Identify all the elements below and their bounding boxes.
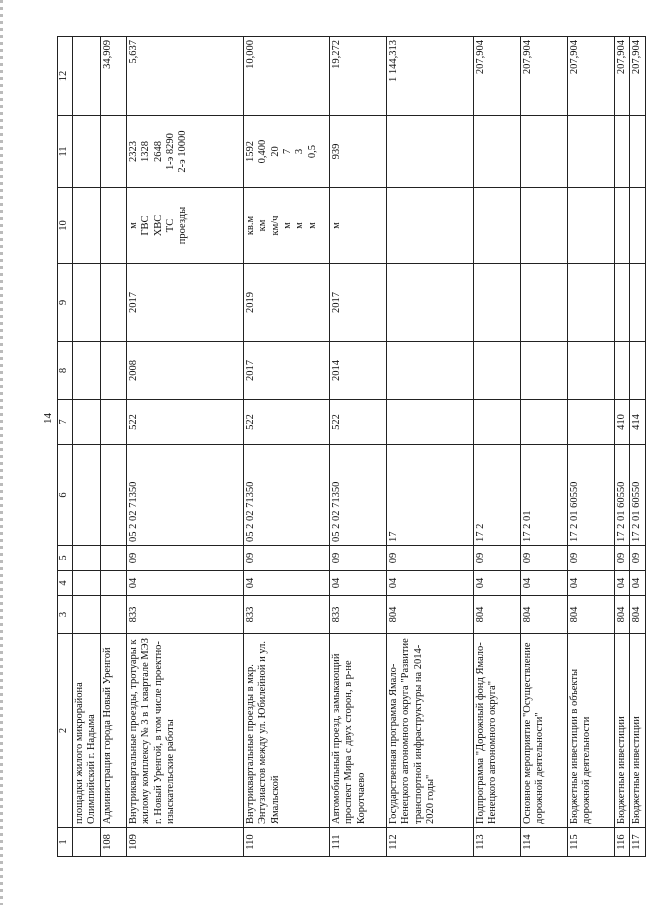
cell-col-4: 04 bbox=[567, 571, 614, 596]
cell-col-12: 207,904 bbox=[520, 37, 567, 116]
cell-col-12: 19,272 bbox=[329, 37, 386, 116]
cell-col-1: 110 bbox=[243, 828, 329, 857]
cell-col-5: 09 bbox=[614, 546, 629, 571]
cell-col-9: 2019 bbox=[243, 264, 329, 342]
cell-col-2: Основное мероприятие "Осуществление дорожной деятельности" bbox=[520, 634, 567, 828]
table-row bbox=[630, 37, 645, 857]
cell-col-8: 2014 bbox=[329, 342, 386, 400]
cell-col-9 bbox=[73, 264, 101, 342]
cell-col-3: 833 bbox=[329, 596, 386, 634]
cell-col-10: кв.м км км/ч м м м bbox=[243, 188, 329, 264]
cell-col-10: м ГВС ХВС ТС проезды bbox=[126, 188, 243, 264]
cell-col-3: 804 bbox=[520, 596, 567, 634]
budget-table bbox=[57, 36, 646, 857]
cell-col-9 bbox=[630, 264, 645, 342]
cell-col-10 bbox=[73, 188, 101, 264]
cell-col-10 bbox=[630, 188, 645, 264]
cell-col-3: 804 bbox=[473, 596, 520, 634]
cell-col-2: Внутриквартальные проезды, тротуары к жилому комплексу № 3 в 1 квартале МЭЗ г. Новый Уренгой, в том числе проектно-изыскательские работы bbox=[126, 634, 243, 828]
cell-col-1: 112 bbox=[386, 828, 473, 857]
cell-col-1: 108 bbox=[100, 828, 126, 857]
cell-col-11 bbox=[473, 116, 520, 188]
cell-col-6: 05 2 02 71350 bbox=[329, 445, 386, 546]
cell-col-11: 2323 1328 2648 1-э 8290 2-э 10000 bbox=[126, 116, 243, 188]
cell-col-2: Внутриквартальные проезды в мкр. Энтузиастов между ул. Юбилейной и ул. Ямальской bbox=[243, 634, 329, 828]
cell-col-8 bbox=[386, 342, 473, 400]
cell-col-1: 111 bbox=[329, 828, 386, 857]
cell-col-4: 04 bbox=[614, 571, 629, 596]
cell-col-6: 17 2 01 60550 bbox=[567, 445, 614, 546]
cell-col-11 bbox=[100, 116, 126, 188]
table-row bbox=[520, 37, 567, 857]
cell-col-5 bbox=[100, 546, 126, 571]
page-number: 14 bbox=[42, 413, 54, 424]
cell-col-9 bbox=[100, 264, 126, 342]
cell-col-5: 09 bbox=[520, 546, 567, 571]
cell-col-9: 2017 bbox=[126, 264, 243, 342]
cell-col-3 bbox=[73, 596, 101, 634]
header-row bbox=[58, 37, 73, 857]
cell-col-3: 833 bbox=[243, 596, 329, 634]
cell-col-7: 410 bbox=[614, 400, 629, 445]
cell-col-8 bbox=[630, 342, 645, 400]
table-row bbox=[614, 37, 629, 857]
cell-col-7 bbox=[473, 400, 520, 445]
cell-col-4: 04 bbox=[243, 571, 329, 596]
cell-col-2: Бюджетные инвестиции в объекты дорожной деятельности bbox=[567, 634, 614, 828]
cell-col-6: 05 2 02 71350 bbox=[243, 445, 329, 546]
cell-col-4 bbox=[73, 571, 101, 596]
cell-col-5 bbox=[73, 546, 101, 571]
table-row bbox=[567, 37, 614, 857]
cell-col-7 bbox=[100, 400, 126, 445]
column-header-8: 8 bbox=[58, 342, 73, 400]
cell-col-4 bbox=[100, 571, 126, 596]
cell-col-8 bbox=[614, 342, 629, 400]
cell-col-8 bbox=[520, 342, 567, 400]
cell-col-12: 207,904 bbox=[614, 37, 629, 116]
table-row bbox=[243, 37, 329, 857]
column-header-7: 7 bbox=[58, 400, 73, 445]
column-header-3: 3 bbox=[58, 596, 73, 634]
cell-col-1: 114 bbox=[520, 828, 567, 857]
cell-col-4: 04 bbox=[386, 571, 473, 596]
column-header-12: 12 bbox=[58, 37, 73, 116]
cell-col-6: 17 bbox=[386, 445, 473, 546]
cell-col-9 bbox=[386, 264, 473, 342]
cell-col-8: 2017 bbox=[243, 342, 329, 400]
cell-col-12: 34,909 bbox=[100, 37, 126, 116]
cell-col-6: 17 2 bbox=[473, 445, 520, 546]
cell-col-2: Администрация города Новый Уренгой bbox=[100, 634, 126, 828]
cell-col-10 bbox=[520, 188, 567, 264]
cell-col-7: 522 bbox=[243, 400, 329, 445]
cell-col-2: Подпрограмма "Дорожный фонд Ямало-Ненецкого автономного округа" bbox=[473, 634, 520, 828]
cell-col-5: 09 bbox=[630, 546, 645, 571]
cell-col-11 bbox=[567, 116, 614, 188]
cell-col-9 bbox=[520, 264, 567, 342]
cell-col-12: 207,904 bbox=[630, 37, 645, 116]
cell-col-2: Автомобильный проезд, замыкающий проспект Мира с двух сторон, в р-не Коротчаево bbox=[329, 634, 386, 828]
cell-col-8: 2008 bbox=[126, 342, 243, 400]
column-header-5: 5 bbox=[58, 546, 73, 571]
cell-col-5: 09 bbox=[126, 546, 243, 571]
cell-col-7 bbox=[73, 400, 101, 445]
column-header-4: 4 bbox=[58, 571, 73, 596]
cell-col-7: 414 bbox=[630, 400, 645, 445]
cell-col-11: 939 bbox=[329, 116, 386, 188]
column-header-11: 11 bbox=[58, 116, 73, 188]
cell-col-4: 04 bbox=[473, 571, 520, 596]
column-header-6: 6 bbox=[58, 445, 73, 546]
cell-col-3: 804 bbox=[614, 596, 629, 634]
cell-col-11 bbox=[520, 116, 567, 188]
cell-col-3 bbox=[100, 596, 126, 634]
cell-col-1: 115 bbox=[567, 828, 614, 857]
cell-col-9 bbox=[614, 264, 629, 342]
cell-col-9 bbox=[473, 264, 520, 342]
cell-col-11 bbox=[73, 116, 101, 188]
cell-col-11: 1592 0,400 20 7 3 0,5 bbox=[243, 116, 329, 188]
cell-col-3: 804 bbox=[386, 596, 473, 634]
cell-col-7 bbox=[520, 400, 567, 445]
table-row bbox=[126, 37, 243, 857]
cell-col-7: 522 bbox=[126, 400, 243, 445]
cell-col-3: 804 bbox=[630, 596, 645, 634]
cell-col-7: 522 bbox=[329, 400, 386, 445]
cell-col-12 bbox=[73, 37, 101, 116]
cell-col-4: 04 bbox=[630, 571, 645, 596]
column-header-9: 9 bbox=[58, 264, 73, 342]
column-header-2: 2 bbox=[58, 634, 73, 828]
cell-col-6: 17 2 01 60550 bbox=[614, 445, 629, 546]
cell-col-6: 17 2 01 bbox=[520, 445, 567, 546]
cell-col-12: 207,904 bbox=[473, 37, 520, 116]
cell-col-8 bbox=[567, 342, 614, 400]
cell-col-10: м bbox=[329, 188, 386, 264]
cell-col-12: 10,000 bbox=[243, 37, 329, 116]
cell-col-5: 09 bbox=[567, 546, 614, 571]
cell-col-5: 09 bbox=[386, 546, 473, 571]
cell-col-8 bbox=[73, 342, 101, 400]
cell-col-1: 117 bbox=[630, 828, 645, 857]
cell-col-2: Бюджетные инвестиции bbox=[630, 634, 645, 828]
cell-col-4: 04 bbox=[520, 571, 567, 596]
cell-col-11 bbox=[614, 116, 629, 188]
cell-col-2: площадки жилого микрорайона Олимпийский г. Надыма bbox=[73, 634, 101, 828]
cell-col-12: 1 144,313 bbox=[386, 37, 473, 116]
scan-edge bbox=[0, 0, 3, 905]
cell-col-2: Бюджетные инвестиции bbox=[614, 634, 629, 828]
column-header-1: 1 bbox=[58, 828, 73, 857]
table-row bbox=[473, 37, 520, 857]
cell-col-10 bbox=[614, 188, 629, 264]
cell-col-1: 113 bbox=[473, 828, 520, 857]
table-row bbox=[73, 37, 101, 857]
cell-col-6 bbox=[73, 445, 101, 546]
table-row bbox=[329, 37, 386, 857]
cell-col-7 bbox=[567, 400, 614, 445]
column-header-10: 10 bbox=[58, 188, 73, 264]
cell-col-1 bbox=[73, 828, 101, 857]
cell-col-10 bbox=[386, 188, 473, 264]
cell-col-6: 17 2 01 60550 bbox=[630, 445, 645, 546]
cell-col-12: 207,904 bbox=[567, 37, 614, 116]
cell-col-8 bbox=[100, 342, 126, 400]
table-row bbox=[100, 37, 126, 857]
rotated-page bbox=[57, 37, 643, 857]
cell-col-5: 09 bbox=[473, 546, 520, 571]
cell-col-7 bbox=[386, 400, 473, 445]
cell-col-2: Государственная программа Ямало-Ненецкого автономного округа "Развитие транспортной инфраструктуры на 2014-2020 годы" bbox=[386, 634, 473, 828]
cell-col-3: 833 bbox=[126, 596, 243, 634]
cell-col-11 bbox=[630, 116, 645, 188]
cell-col-10 bbox=[567, 188, 614, 264]
cell-col-4: 04 bbox=[126, 571, 243, 596]
cell-col-5: 09 bbox=[329, 546, 386, 571]
cell-col-9: 2017 bbox=[329, 264, 386, 342]
cell-col-1: 109 bbox=[126, 828, 243, 857]
cell-col-8 bbox=[473, 342, 520, 400]
cell-col-1: 116 bbox=[614, 828, 629, 857]
cell-col-12: 5,637 bbox=[126, 37, 243, 116]
cell-col-10 bbox=[100, 188, 126, 264]
cell-col-3: 804 bbox=[567, 596, 614, 634]
cell-col-5: 09 bbox=[243, 546, 329, 571]
cell-col-11 bbox=[386, 116, 473, 188]
cell-col-6 bbox=[100, 445, 126, 546]
table-row bbox=[386, 37, 473, 857]
cell-col-6: 05 2 02 71350 bbox=[126, 445, 243, 546]
cell-col-9 bbox=[567, 264, 614, 342]
cell-col-4: 04 bbox=[329, 571, 386, 596]
cell-col-10 bbox=[473, 188, 520, 264]
